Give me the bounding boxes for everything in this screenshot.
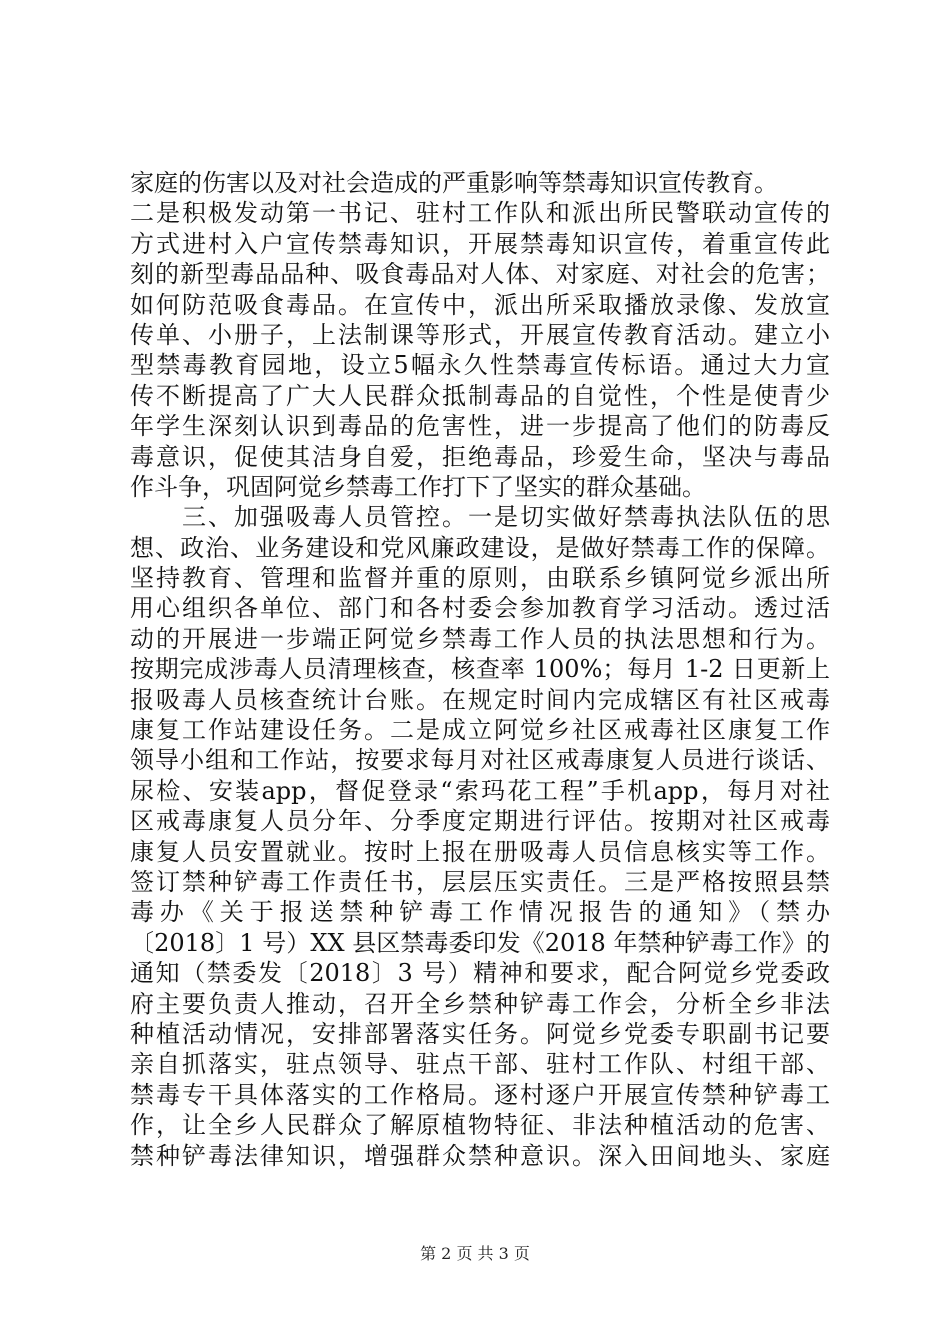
- text-line: 作斗争，巩固阿觉乡禁毒工作打下了坚实的群众基础。: [130, 472, 706, 501]
- text-line: 领导小组和工作站，按要求每月对社区戒毒康复人员进行谈话、: [130, 746, 830, 775]
- text-line: 作，让全乡人民群众了解原植物特征、非法种植活动的危害、: [130, 1111, 830, 1140]
- text-line: 通知（禁委发〔2018〕3 号）精神和要求，配合阿觉乡党委政: [130, 959, 830, 988]
- text-line: 报吸毒人员核查统计台账。在规定时间内完成辖区有社区戒毒: [130, 685, 830, 714]
- text-line: 府主要负责人推动，召开全乡禁种铲毒工作会，分析全乡非法: [130, 989, 830, 1018]
- text-line: 家庭的伤害以及对社会造成的严重影响等禁毒知识宣传教育。: [130, 169, 778, 197]
- text-line: 毒办《关于报送禁种铲毒工作情况报告的通知》（禁办: [130, 898, 830, 927]
- text-line: 禁种铲毒法律知识，增强群众禁种意识。深入田间地头、家庭: [130, 1141, 830, 1170]
- page-footer: 第 2 页 共 3 页: [420, 1244, 530, 1263]
- text-line: 签订禁种铲毒工作责任书，层层压实责任。三是严格按照县禁: [130, 867, 830, 896]
- text-line: 禁毒专干具体落实的工作格局。逐村逐户开展宣传禁种铲毒工: [130, 1080, 830, 1109]
- text-line: 按期完成涉毒人员清理核查，核查率 100%；每月 1-2 日更新上: [130, 655, 830, 684]
- text-line: 想、政治、业务建设和党风廉政建设，是做好禁毒工作的保障。: [130, 533, 830, 562]
- text-line: 传单、小册子，上法制课等形式，开展宣传教育活动。建立小: [130, 320, 830, 349]
- text-line: 〔2018〕1 号）XX 县区禁毒委印发《2018 年禁种铲毒工作》的: [130, 928, 830, 957]
- text-line: 康复工作站建设任务。二是成立阿觉乡社区戒毒社区康复工作: [130, 716, 830, 745]
- text-line: 毒意识，促使其洁身自爱，拒绝毒品，珍爱生命，坚决与毒品: [130, 442, 830, 471]
- text-line: 动的开展进一步端正阿觉乡禁毒工作人员的执法思想和行为。: [130, 624, 830, 653]
- text-line: 型禁毒教育园地，设立5幅永久性禁毒宣传标语。通过大力宣: [130, 351, 830, 380]
- text-line: 康复人员安置就业。按时上报在册吸毒人员信息核实等工作。: [130, 837, 830, 866]
- text-line: 传不断提高了广大人民群众抵制毒品的自觉性，个性是使青少: [130, 381, 830, 410]
- text-line: 亲自抓落实，驻点领导、驻点干部、驻村工作队、村组干部、: [130, 1050, 830, 1079]
- text-line: 方式进村入户宣传禁毒知识，开展禁毒知识宣传，着重宣传此: [130, 229, 830, 258]
- text-line: 二是积极发动第一书记、驻村工作队和派出所民警联动宣传的: [130, 199, 830, 228]
- text-line: 区戒毒康复人员分年、分季度定期进行评估。按期对社区戒毒: [130, 807, 830, 836]
- text-line: 尿检、安装app，督促登录“索玛花工程”手机app，每月对社: [130, 776, 830, 805]
- text-line: 刻的新型毒品品种、吸食毒品对人体、对家庭、对社会的危害；: [130, 260, 830, 289]
- text-line: 三、加强吸毒人员管控。一是切实做好禁毒执法队伍的思: [130, 503, 830, 532]
- text-line: 坚持教育、管理和监督并重的原则，由联系乡镇阿觉乡派出所: [130, 564, 830, 593]
- text-line: 如何防范吸食毒品。在宣传中，派出所采取播放录像、发放宣: [130, 290, 830, 319]
- body-text: [130, 168, 830, 1171]
- text-line: 种植活动情况，安排部署落实任务。阿觉乡党委专职副书记要: [130, 1019, 830, 1048]
- text-line: 年学生深刻认识到毒品的危害性，进一步提高了他们的防毒反: [130, 412, 830, 441]
- text-line: 用心组织各单位、部门和各村委会参加教育学习活动。透过活: [130, 594, 830, 623]
